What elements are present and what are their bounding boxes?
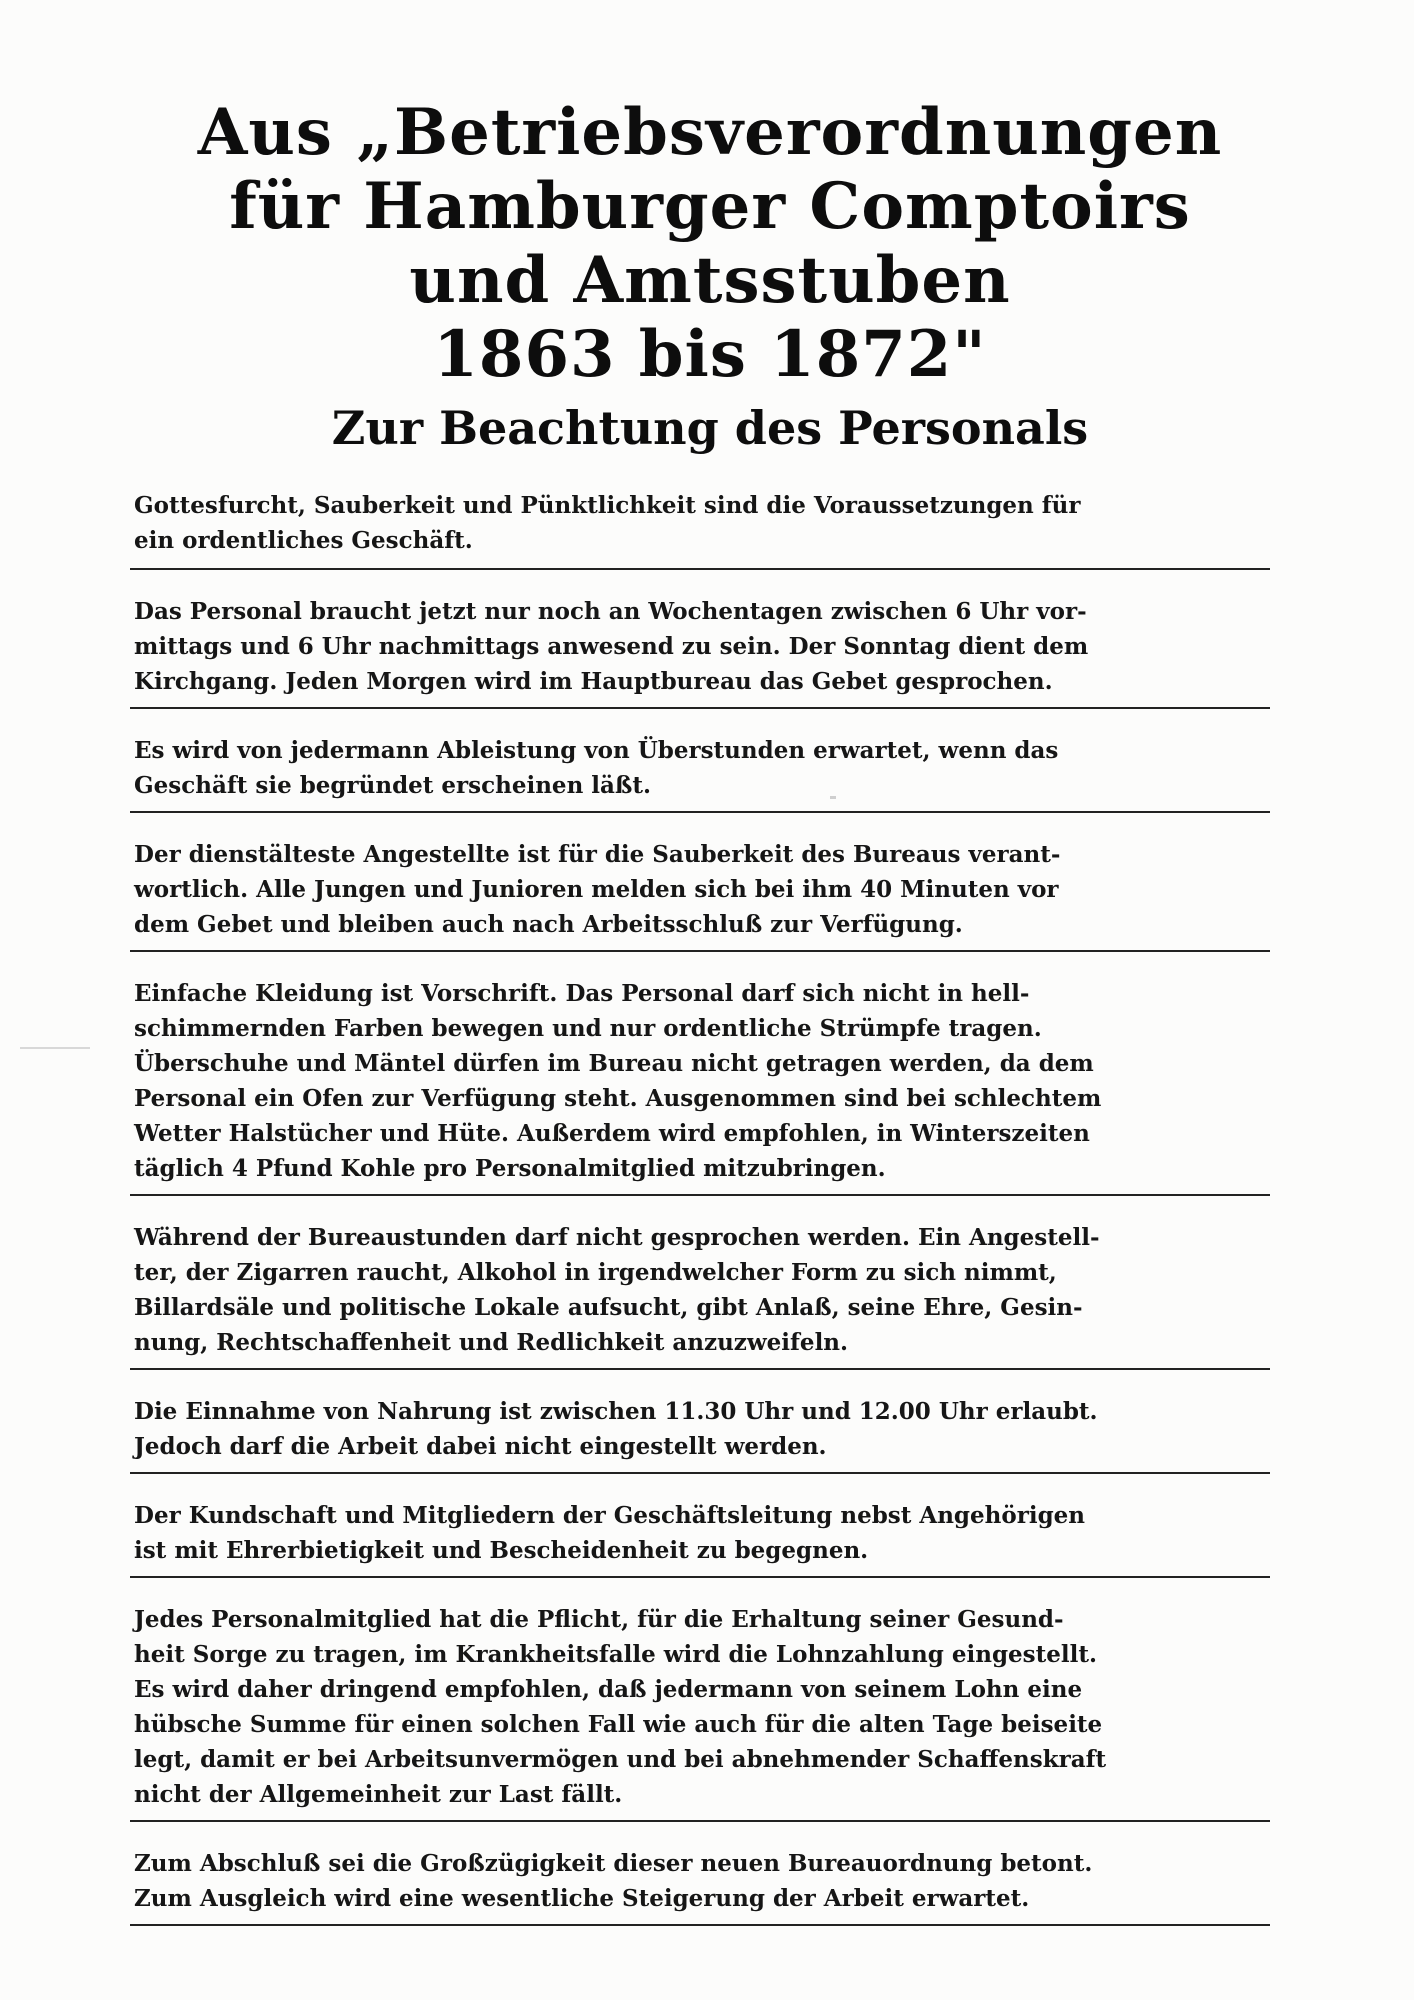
rule-divider: [130, 1472, 1270, 1474]
rule-line: Wetter Halstücher und Hüte. Außerdem wird empfohlen, in Winterszeiten: [134, 1120, 1090, 1147]
rule-line: mittags und 6 Uhr nachmittags anwesend zu sein. Der Sonntag dient dem: [134, 633, 1089, 660]
rule-divider: [130, 568, 1270, 570]
rule-line: Jedes Personalmitglied hat die Pflicht, für die Erhaltung seiner Gesund-: [134, 1606, 1064, 1633]
rule-text: [130, 1846, 1270, 1916]
rule-divider: [130, 1576, 1270, 1578]
rule-line: Überschuhe und Mäntel dürfen im Bureau nicht getragen werden, da dem: [134, 1050, 1094, 1077]
rule-line: wortlich. Alle Jungen und Junioren melden sich bei ihm 40 Minuten vor: [134, 876, 1059, 903]
rule-paragraph: [130, 488, 1270, 570]
title-line-2: für Hamburger Comptoirs: [229, 169, 1191, 244]
document-header: [180, 96, 1240, 458]
rule-line: Während der Bureaustunden darf nicht gesprochen werden. Ein Angestell-: [134, 1224, 1100, 1251]
title-line-4: 1863 bis 1872": [433, 317, 987, 392]
rule-line: ist mit Ehrerbietigkeit und Bescheidenheit zu begegnen.: [134, 1537, 869, 1564]
rule-divider: [130, 950, 1270, 952]
rule-paragraph: [130, 733, 1270, 813]
title-line-3: und Amtsstuben: [409, 243, 1011, 318]
rule-text: [130, 1602, 1270, 1812]
rule-line: ter, der Zigarren raucht, Alkohol in irgendwelcher Form zu sich nimmt,: [134, 1259, 1057, 1286]
rule-divider: [130, 811, 1270, 813]
rule-line: Einfache Kleidung ist Vorschrift. Das Personal darf sich nicht in hell-: [134, 980, 1030, 1007]
scan-artifact: [20, 1047, 90, 1049]
rule-line: Die Einnahme von Nahrung ist zwischen 11.30 Uhr und 12.00 Uhr erlaubt.: [134, 1398, 1098, 1425]
rule-line: Es wird daher dringend empfohlen, daß jedermann von seinem Lohn eine: [134, 1676, 1083, 1703]
rule-line: Billardsäle und politische Lokale aufsucht, gibt Anlaß, seine Ehre, Gesin-: [134, 1294, 1083, 1321]
rule-line: Der Kundschaft und Mitgliedern der Geschäftsleitung nebst Angehörigen: [134, 1502, 1086, 1529]
rule-paragraph: [130, 976, 1270, 1196]
rule-paragraph: [130, 1220, 1270, 1370]
rule-line: heit Sorge zu tragen, im Krankheitsfalle wird die Lohnzahlung eingestellt.: [134, 1641, 1097, 1668]
rule-text: [130, 733, 1270, 803]
rule-line: nicht der Allgemeinheit zur Last fällt.: [134, 1781, 623, 1808]
rule-line: Der dienstälteste Angestellte ist für die Sauberkeit des Bureaus verant-: [134, 841, 1061, 868]
rules-list: [130, 488, 1270, 1950]
rule-text: [130, 1220, 1270, 1360]
rule-line: nung, Rechtschaffenheit und Redlichkeit anzuzweifeln.: [134, 1329, 849, 1356]
rule-line: Es wird von jedermann Ableistung von Überstunden erwartet, wenn das: [134, 737, 1059, 764]
rule-line: Kirchgang. Jeden Morgen wird im Hauptbureau das Gebet gesprochen.: [134, 668, 1053, 695]
rule-line: Jedoch darf die Arbeit dabei nicht eingestellt werden.: [134, 1433, 827, 1460]
rule-line: Zum Abschluß sei die Großzügigkeit dieser neuen Bureauordnung betont.: [134, 1850, 1093, 1877]
rule-paragraph: [130, 1846, 1270, 1926]
rule-line: täglich 4 Pfund Kohle pro Personalmitglied mitzubringen.: [134, 1155, 886, 1182]
rule-text: [130, 488, 1270, 558]
rule-paragraph: [130, 594, 1270, 709]
rule-divider: [130, 1368, 1270, 1370]
rule-divider: [130, 707, 1270, 709]
rule-line: legt, damit er bei Arbeitsunvermögen und bei abnehmender Schaffenskraft: [134, 1746, 1107, 1773]
rule-line: Gottesfurcht, Sauberkeit und Pünktlichkeit sind die Voraussetzungen für: [134, 492, 1081, 519]
rule-text: [130, 1394, 1270, 1464]
rule-paragraph: [130, 1394, 1270, 1474]
title-line-1: Aus „Betriebsverordnungen: [197, 95, 1223, 170]
rule-divider: [130, 1820, 1270, 1822]
rule-paragraph: [130, 837, 1270, 952]
rule-paragraph: [130, 1602, 1270, 1822]
rule-line: hübsche Summe für einen solchen Fall wie auch für die alten Tage beiseite: [134, 1711, 1103, 1738]
rule-paragraph: [130, 1498, 1270, 1578]
rule-text: [130, 976, 1270, 1186]
rule-text: [130, 594, 1270, 699]
rule-line: schimmernden Farben bewegen und nur ordentliche Strümpfe tragen.: [134, 1015, 1042, 1042]
rule-text: [130, 1498, 1270, 1568]
rule-line: Das Personal braucht jetzt nur noch an Wochentagen zwischen 6 Uhr vor-: [134, 598, 1087, 625]
rule-divider: [130, 1194, 1270, 1196]
document-subtitle: Zur Beachtung des Personals: [331, 401, 1089, 455]
rule-line: dem Gebet und bleiben auch nach Arbeitsschluß zur Verfügung.: [134, 911, 963, 938]
rule-text: [130, 837, 1270, 942]
rule-line: Zum Ausgleich wird eine wesentliche Steigerung der Arbeit erwartet.: [134, 1885, 1030, 1912]
rule-line: ein ordentliches Geschäft.: [134, 527, 473, 554]
rule-divider: [130, 1924, 1270, 1926]
rule-line: Geschäft sie begründet erscheinen läßt.: [134, 772, 652, 799]
rule-line: Personal ein Ofen zur Verfügung steht. Ausgenommen sind bei schlechtem: [134, 1085, 1102, 1112]
